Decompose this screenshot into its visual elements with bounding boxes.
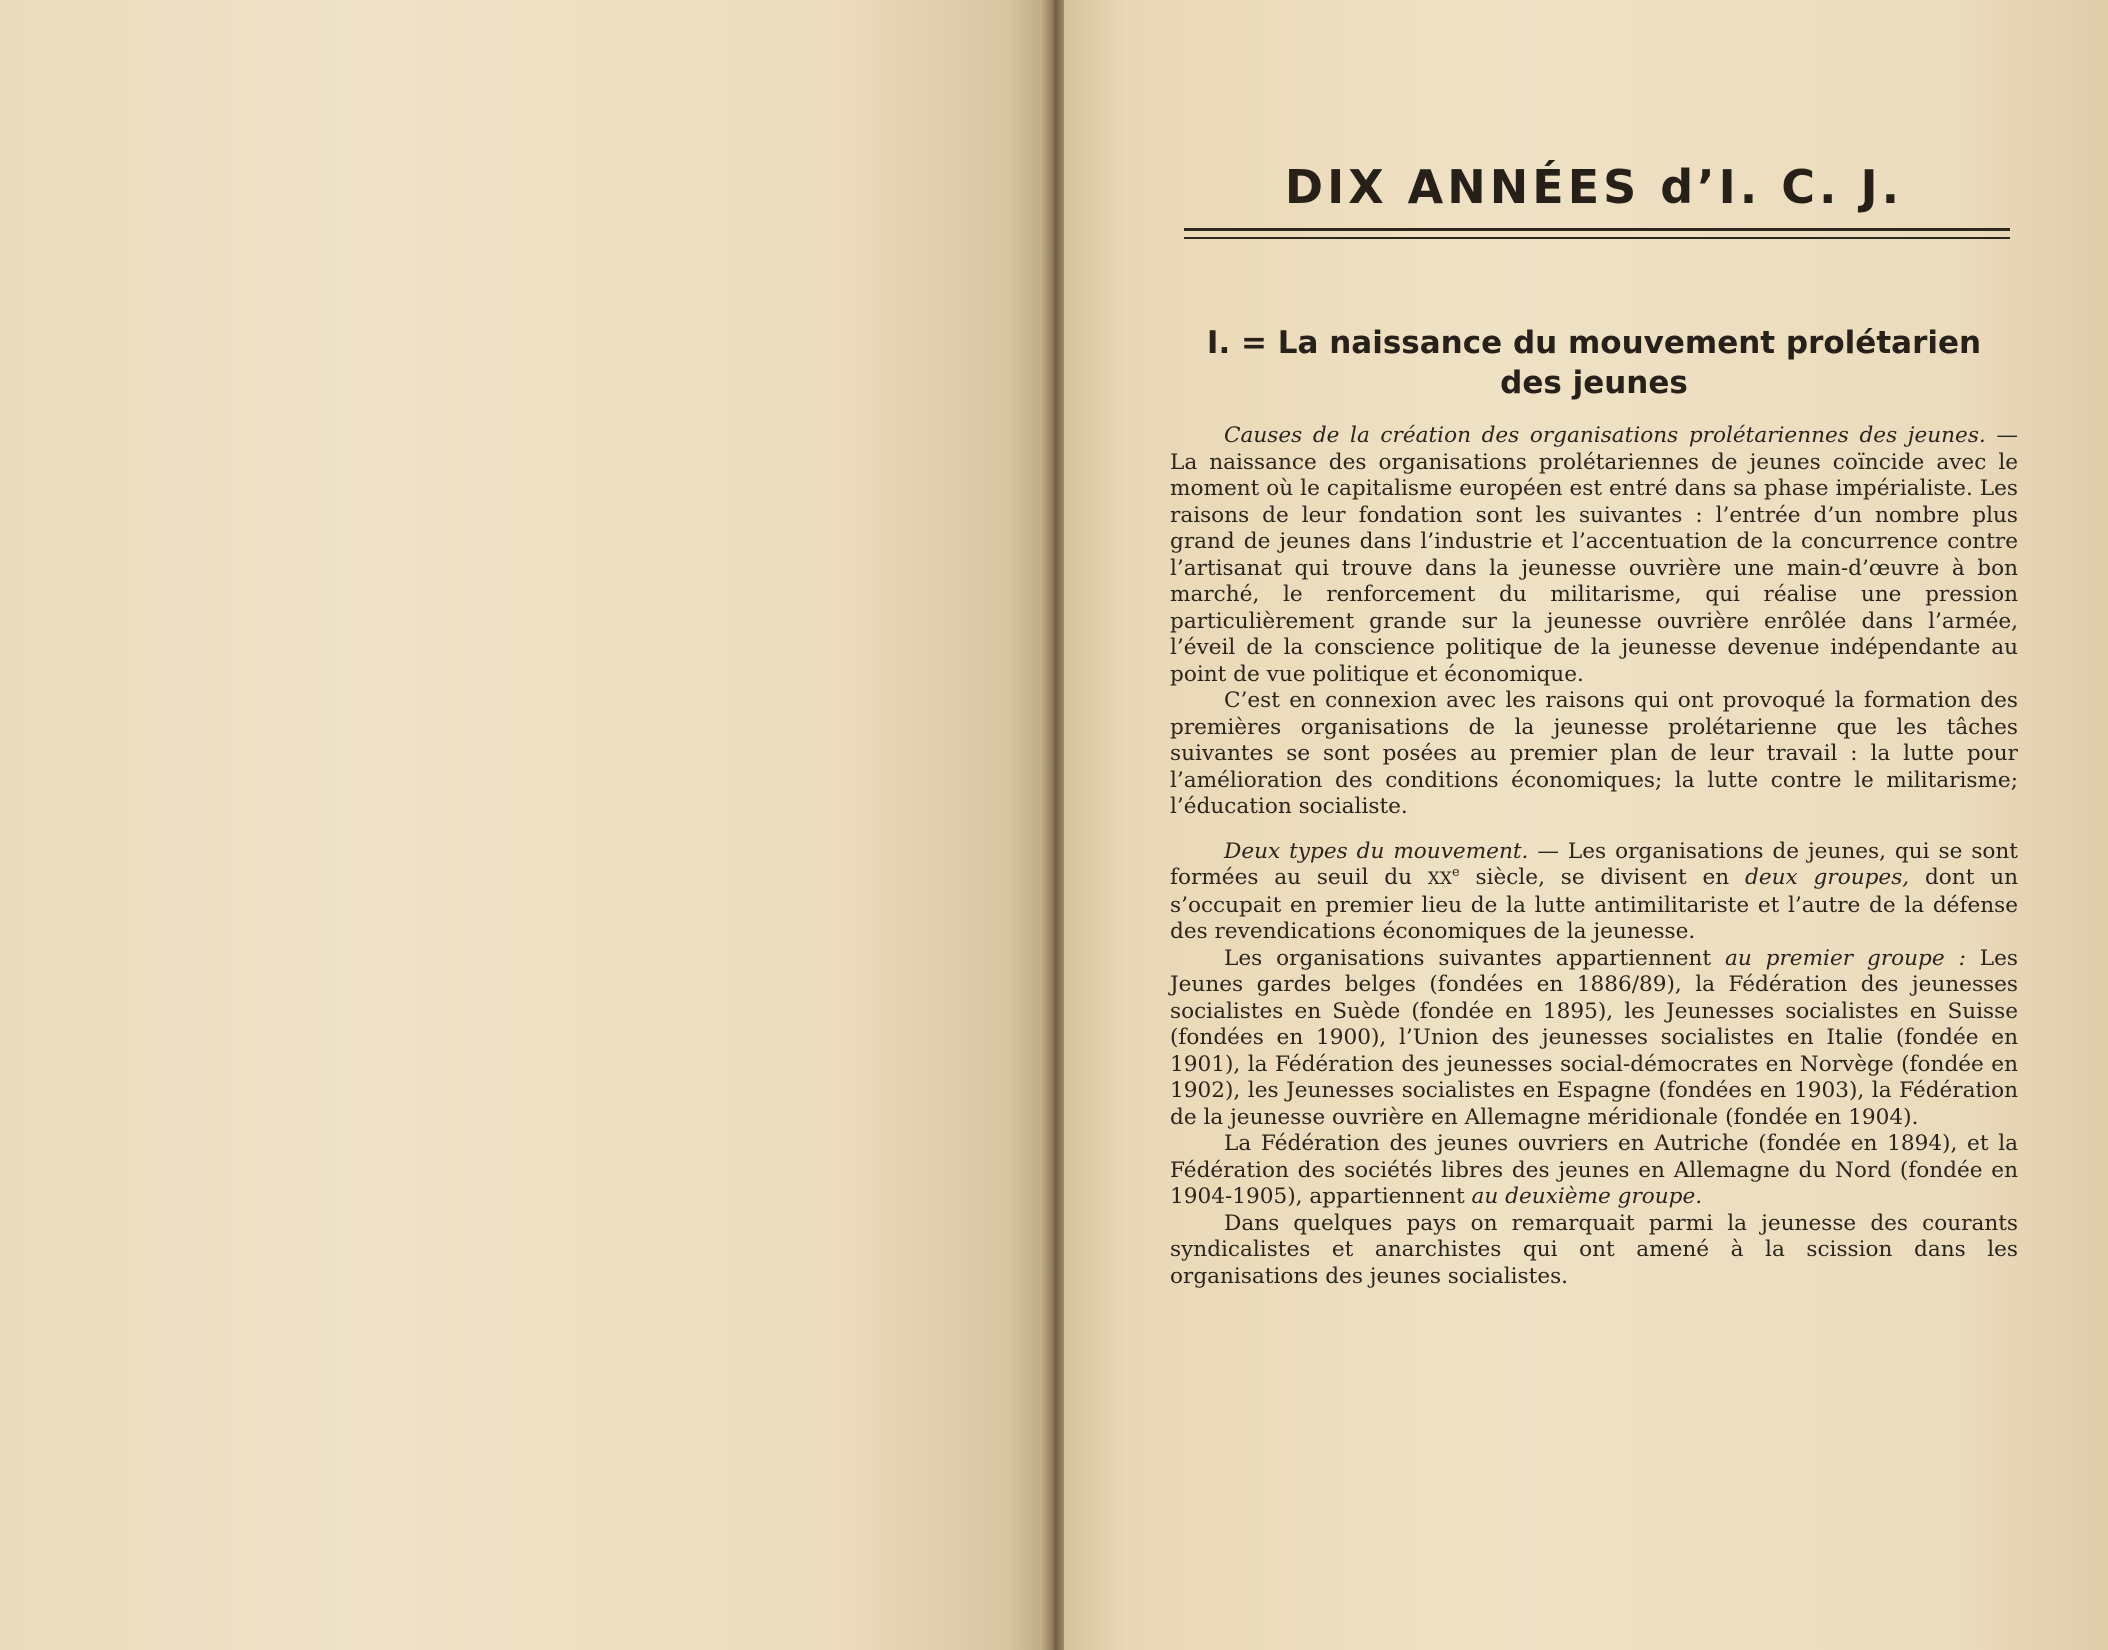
paragraph-premier-groupe: [1170, 946, 2018, 1132]
paragraph-connexion: C’est en connexion avec les raisons qui ont provoqué la formation des premières organisations de la jeunesse prolétarienne que les tâches suivantes se sont posées au premier plan de leur travail : la lutte pour l’amélioration des conditions économiques; la lutte contre le militarisme; l’éducation socialiste.: [1170, 688, 2018, 819]
chapter-body: [1170, 423, 2018, 1290]
paragraph-deuxieme-groupe-emphasis: au deuxième groupe.: [1471, 1184, 1703, 1209]
century-superscript: e: [1452, 864, 1460, 880]
chapter-title-line-2: des jeunes: [1500, 365, 1688, 401]
left-page: [0, 0, 1050, 1650]
paragraph-causes: [1170, 423, 2018, 688]
paragraph-courants: Dans quelques pays on remarquait parmi la jeunesse des courants syndicalistes et anarchistes qui ont amené à la scission dans les organisations des jeunes socialistes.: [1170, 1210, 2018, 1289]
paragraph-premier-groupe-list: Les Jeunes gardes belges (fondées en 1886/89), la Fédération des jeunesses socialistes en Suède (fondée en 1895), les Jeunesses socialistes en Suisse (fondées en 1900), l’Union des jeunesses socialistes en Italie (fondée en 1901), la Fédération des jeunesses social-démocrates en Norvège (fondée en 1902), les Jeunesses socialistes en Espagne (fondées en 1903), la Fédération de la jeunesse ouvrière en Allemagne méridionale (fondée en 1904).: [1170, 945, 2018, 1130]
chapter-title: [1170, 323, 2018, 403]
paragraph-deux-types-part-a: — Les organisations de jeunes, qui se sont formées au seuil du: [1170, 838, 2018, 890]
paragraph-deux-types-part-c: dont un s’occupait en premier lieu de la lutte antimilitariste et l’autre de la défense des revendications économiques de la jeunesse.: [1170, 865, 2019, 944]
show-through-ghost-text: [140, 230, 920, 390]
title-double-rule: [1184, 228, 2010, 239]
page-content: [1170, 160, 2018, 1290]
paragraph-deux-types: [1170, 839, 2018, 946]
paragraph-deux-types-part-b: siècle, se divisent en: [1459, 865, 1746, 890]
right-page: [1064, 0, 2108, 1650]
paragraph-premier-groupe-emphasis: au premier groupe :: [1724, 945, 1966, 971]
paragraph-premier-groupe-intro: Les organisations suivantes appartiennent: [1224, 945, 1725, 971]
century-numeral: XX: [1427, 869, 1453, 889]
paragraph-causes-body: — La naissance des organisations prolétariennes de jeunes coïncide avec le moment où le capitalisme européen est entré dans sa phase impérialiste. Les raisons de leur fondation sont les suivantes : l’entrée d’un nombre plus grand de jeunes dans l’industrie et l’accentuation de la concurrence contre l’artisanat qui trouve dans la jeunesse ouvrière une main-d’œuvre à bon marché, le renforcement du militarisme, qui réalise une pression particulièrement grande sur la jeunesse ouvrière enrôlée dans l’armée, l’éveil de la conscience politique de la jeunesse devenue indépendante au point de vue politique et économique.: [1170, 423, 2018, 687]
chapter-title-line-1: I. = La naissance du mouvement prolétarien: [1206, 325, 1982, 361]
paragraph-deuxieme-groupe-body: La Fédération des jeunes ouvriers en Autriche (fondée en 1894), et la Fédération des sociétés libres des jeunes en Allemagne du Nord (fondée en 1904-1905), appartiennent: [1170, 1131, 2018, 1209]
paragraph-gap: [1170, 821, 2018, 839]
paragraph-deux-types-emphasis: deux groupes,: [1745, 865, 1910, 890]
paragraph-deux-types-heading: Deux types du mouvement.: [1224, 838, 1529, 864]
book-title: DIX ANNÉES d’I. C. J.: [1284, 160, 1904, 214]
paragraph-deuxieme-groupe: [1170, 1131, 2018, 1211]
paragraph-causes-heading: Causes de la création des organisations prolétariennes des jeunes.: [1224, 423, 1986, 448]
